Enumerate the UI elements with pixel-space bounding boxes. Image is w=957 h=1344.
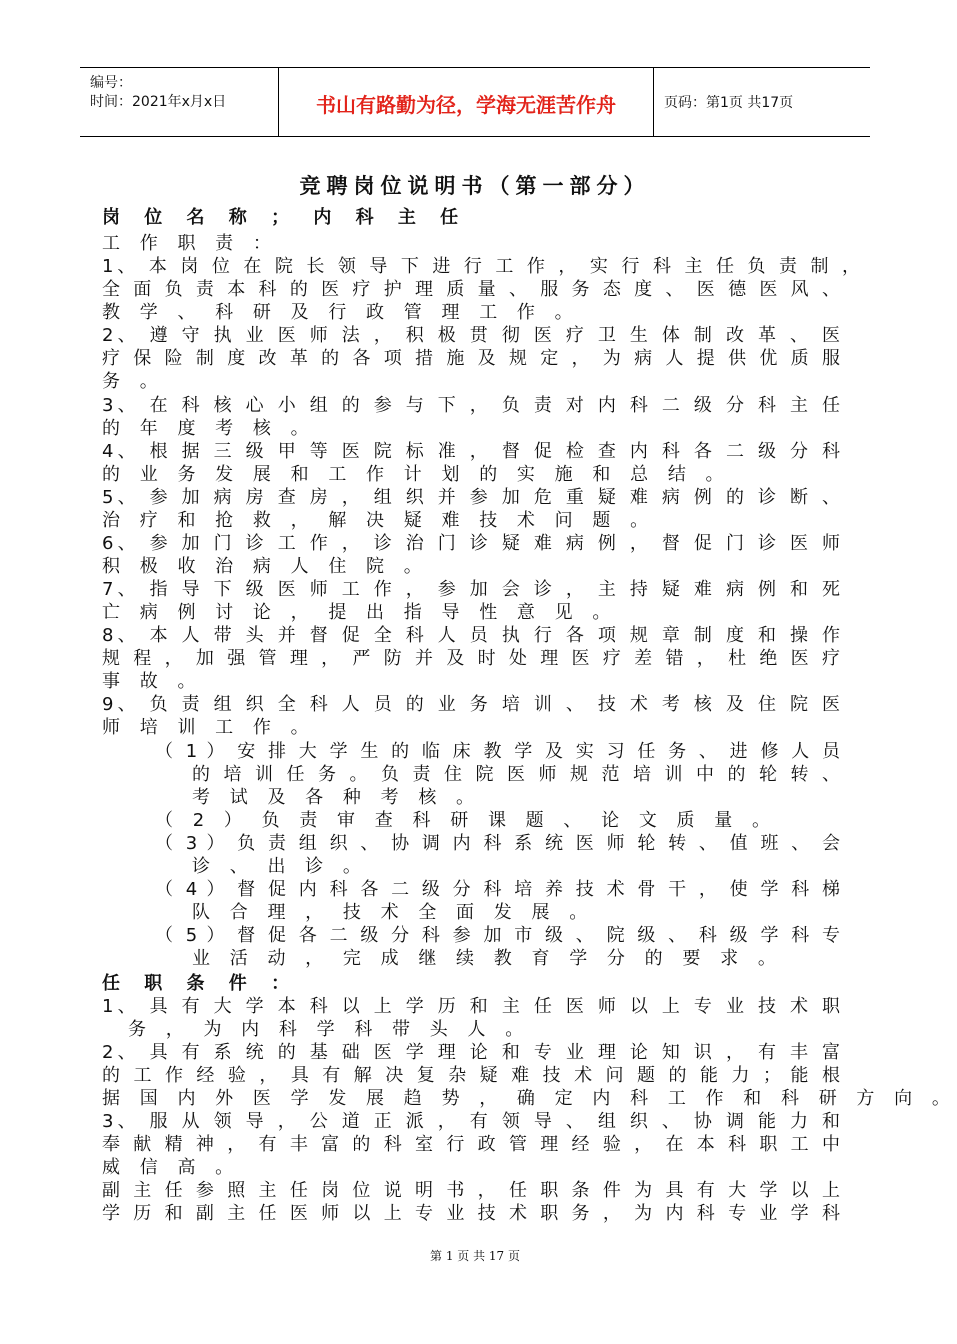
body-text-line: 8、 本 人 带 头 并 督 促 全 科 人 员 执 行 各 项 规 章 制 度 和 操 作 <box>102 625 840 646</box>
body-text-line: 据 国 内 外 医 学 发 展 趋 势 ， 确 定 内 科 工 作 和 科 研 方 向 。 <box>102 1088 957 1109</box>
header-motto: 书山有路勤为径，学海无涯苦作舟 <box>316 93 616 117</box>
page-footer: 第 1 页 共 17 页 <box>430 1249 520 1263</box>
body-text-line: 务 ， 为 内 科 学 科 带 头 人 。 <box>128 1019 531 1040</box>
body-text-line: 全 面 负 责 本 科 的 医 疗 护 理 质 量 、 服 务 态 度 、 医 德 医 风 、 <box>102 279 840 300</box>
body-text-line: （ 4 ） 督 促 内 科 各 二 级 分 科 培 养 技 术 骨 干 ， 使 学 科 梯 <box>155 879 840 900</box>
body-text-line: 师 培 训 工 作 。 <box>102 717 316 738</box>
body-text-line: 1、 本 岗 位 在 院 长 领 导 下 进 行 工 作 ， 实 行 科 主 任 负 责 制 ， <box>102 256 860 277</box>
body-text-line: 业 活 动 ， 完 成 继 续 教 育 学 分 的 要 求 。 <box>192 948 783 969</box>
body-text-line: 治 疗 和 抢 救 ， 解 决 疑 难 技 术 问 题 。 <box>102 510 656 531</box>
body-text-line: 的 培 训 任 务 。 负 责 住 院 医 师 规 范 培 训 中 的 轮 转 、 <box>192 764 840 785</box>
body-text-line: 6、 参 加 门 诊 工 作 ， 诊 治 门 诊 疑 难 病 例 ， 督 促 门 诊 医 师 <box>102 533 840 554</box>
body-text-line: 疗 保 险 制 度 改 革 的 各 项 措 施 及 规 定 ， 为 病 人 提 供 优 质 服 <box>102 348 840 369</box>
body-text-line: 1、 具 有 大 学 本 科 以 上 学 历 和 主 任 医 师 以 上 专 业 技 术 职 <box>102 996 840 1017</box>
body-text-line: 9、 负 责 组 织 全 科 人 员 的 业 务 培 训 、 技 术 考 核 及 住 院 医 <box>102 694 840 715</box>
body-text-line: 奉 献 精 神 ， 有 丰 富 的 科 室 行 政 管 理 经 验 ， 在 本 科 职 工 中 <box>102 1134 840 1155</box>
body-text-line: （ 5 ） 督 促 各 二 级 分 科 参 加 市 级 、 院 级 、 科 级 学 科 专 <box>155 925 840 946</box>
body-text-line: 学 历 和 副 主 任 医 师 以 上 专 业 技 术 职 务 ， 为 内 科 专 业 学 科 <box>102 1203 840 1224</box>
section-heading: 任 职 条 件 ： <box>102 973 299 994</box>
body-text-line: 事 故 。 <box>102 671 203 692</box>
body-text-line: （ 3 ） 负 责 组 织 、 协 调 内 科 系 统 医 师 轮 转 、 值 班 、 会 <box>155 833 840 854</box>
body-text-line: 副 主 任 参 照 主 任 岗 位 说 明 书 ， 任 职 条 件 为 具 有 大 学 以 上 <box>102 1180 840 1201</box>
header-meta-cell <box>80 68 279 136</box>
body-text-line: 的 年 度 考 核 。 <box>102 418 316 439</box>
body-text-line: 5、 参 加 病 房 查 房 ， 组 织 并 参 加 危 重 疑 难 病 例 的 诊 断 、 <box>102 487 840 508</box>
body-text-line: （ 1 ） 安 排 大 学 生 的 临 床 教 学 及 实 习 任 务 、 进 修 人 员 <box>155 741 840 762</box>
body-text-line: 3、 服 从 领 导 ， 公 道 正 派 ， 有 领 导 、 组 织 、 协 调 能 力 和 <box>102 1111 840 1132</box>
body-text-line: 2、 具 有 系 统 的 基 础 医 学 理 论 和 专 业 理 论 知 识 ， 有 丰 富 <box>102 1042 840 1063</box>
body-text-line: 7、 指 导 下 级 医 师 工 作 ， 参 加 会 诊 ， 主 持 疑 难 病 例 和 死 <box>102 579 840 600</box>
header-page-cell <box>654 68 870 136</box>
body-text-line: 的 业 务 发 展 和 工 作 计 划 的 实 施 和 总 结 。 <box>102 464 731 485</box>
section-heading: 岗 位 名 称 ； 内 科 主 任 <box>102 207 468 228</box>
body-text-line: 务 。 <box>102 371 165 392</box>
header-page-code: 页码：第1页 共17页 <box>664 95 794 111</box>
body-text-line: 积 极 收 治 病 人 住 院 。 <box>102 556 429 577</box>
body-text-line: 教 学 、 科 研 及 行 政 管 理 工 作 。 <box>102 302 580 323</box>
body-text-line: 3、 在 科 核 心 小 组 的 参 与 下 ， 负 责 对 内 科 二 级 分 科 主 任 <box>102 395 840 416</box>
header-motto-cell <box>279 68 654 136</box>
body-text-line: 4、 根 据 三 级 甲 等 医 院 标 准 ， 督 促 检 查 内 科 各 二 级 分 科 <box>102 441 840 462</box>
body-text-line: 工 作 职 责 ： <box>102 233 278 254</box>
body-text-line: 规 程 ， 加 强 管 理 ， 严 防 并 及 时 处 理 医 疗 差 错 ， 杜 绝 医 疗 <box>102 648 840 669</box>
body-text-line: 的 工 作 经 验 ， 具 有 解 决 复 杂 疑 难 技 术 问 题 的 能 力 ； 能 根 <box>102 1065 840 1086</box>
body-text-line: 威 信 高 。 <box>102 1157 241 1178</box>
body-text-line: （ 2 ） 负 责 审 查 科 研 课 题 、 论 文 质 量 。 <box>155 810 777 831</box>
body-text-line: 2、 遵 守 执 业 医 师 法 ， 积 极 贯 彻 医 疗 卫 生 体 制 改 革 、 医 <box>102 325 840 346</box>
body-text-line: 队 合 理 ， 技 术 全 面 发 展 。 <box>192 902 595 923</box>
document-number-label: 编号： <box>90 75 132 91</box>
body-text-line: 亡 病 例 讨 论 ， 提 出 指 导 性 意 见 。 <box>102 602 618 623</box>
body-text-line: 诊 、 出 诊 。 <box>192 856 368 877</box>
page-header-table <box>80 67 870 137</box>
body-text-line: 考 试 及 各 种 考 核 。 <box>192 787 482 808</box>
document-date: 时间：2021年x月x日 <box>90 94 227 110</box>
document-title: 竞聘岗位说明书（第一部分） <box>299 173 651 198</box>
